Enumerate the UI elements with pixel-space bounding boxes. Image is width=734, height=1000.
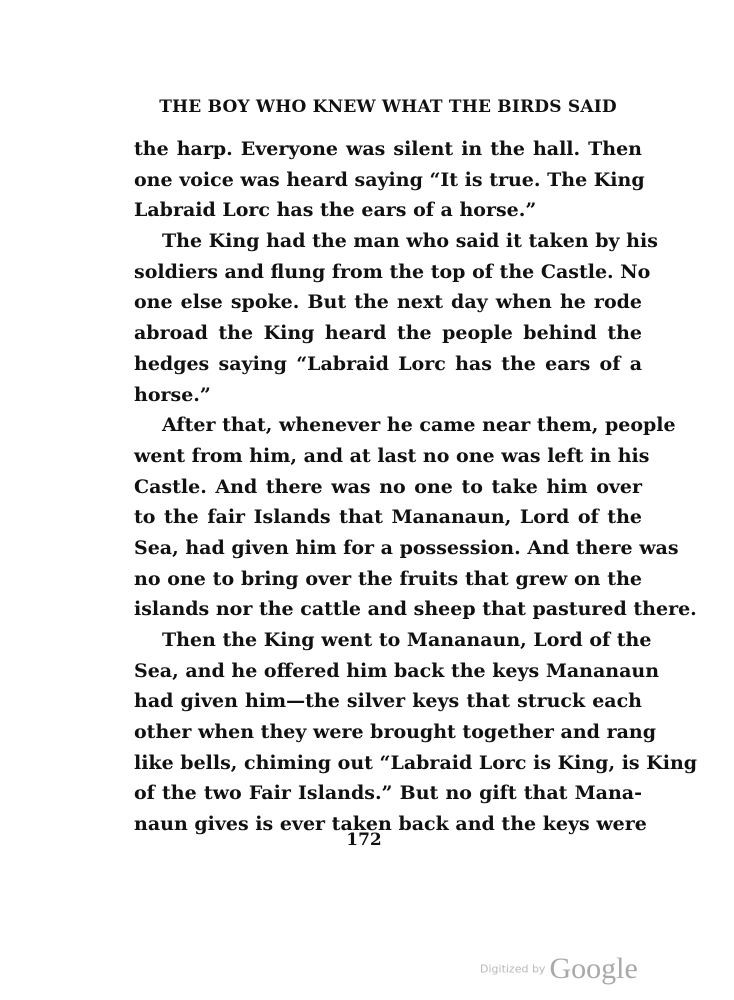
text-line: Sea, and he offered him back the keys Mananaun xyxy=(134,659,660,682)
text-line: Then the King went to Mananaun, Lord of the xyxy=(162,629,652,651)
text-line: abroad the King heard the people behind the xyxy=(134,322,642,345)
text-line: soldiers and flung from the top of the Castle. No xyxy=(134,260,651,283)
text-line: no one to bring over the fruits that grew on the xyxy=(134,567,642,590)
text-line: one voice was heard saying “It is true. The King xyxy=(134,168,645,191)
digitized-watermark xyxy=(480,952,638,986)
text-line: naun gives is ever taken back and the keys were xyxy=(134,813,647,836)
body-text xyxy=(134,134,698,840)
text-line: horse.” xyxy=(134,383,211,406)
text-line: to the fair Islands that Mananaun, Lord of the xyxy=(134,506,642,529)
page-number: 172 xyxy=(346,830,382,850)
text-line: Sea, had given him for a possession. And there was xyxy=(134,536,679,559)
text-line: The King had the man who said it taken by his xyxy=(162,230,658,253)
text-line: the harp. Everyone was silent in the hall. Then xyxy=(134,138,642,160)
text-line: islands nor the cattle and sheep that pastured there. xyxy=(134,598,697,621)
text-line: other when they were brought together and rang xyxy=(134,721,656,744)
text-line: one else spoke. But the next day when he rode xyxy=(134,291,642,314)
text-line: Labraid Lorc has the ears of a horse.” xyxy=(134,199,537,222)
google-logo: Google xyxy=(549,952,638,985)
text-line: went from him, and at last no one was left in his xyxy=(134,444,650,467)
text-line: had given him—the silver keys that struck each xyxy=(134,690,642,713)
running-head: THE BOY WHO KNEW WHAT THE BIRDS SAID xyxy=(159,97,617,117)
text-line: hedges saying “Labraid Lorc has the ears of a xyxy=(134,352,642,375)
text-line: Castle. And there was no one to take him over xyxy=(134,475,642,498)
text-line: After that, whenever he came near them, people xyxy=(162,414,676,437)
digitized-label: Digitized by xyxy=(480,962,546,976)
text-line: of the two Fair Islands.” But no gift that Mana- xyxy=(134,782,642,805)
text-line: like bells, chiming out “Labraid Lorc is King, is King xyxy=(134,751,698,774)
